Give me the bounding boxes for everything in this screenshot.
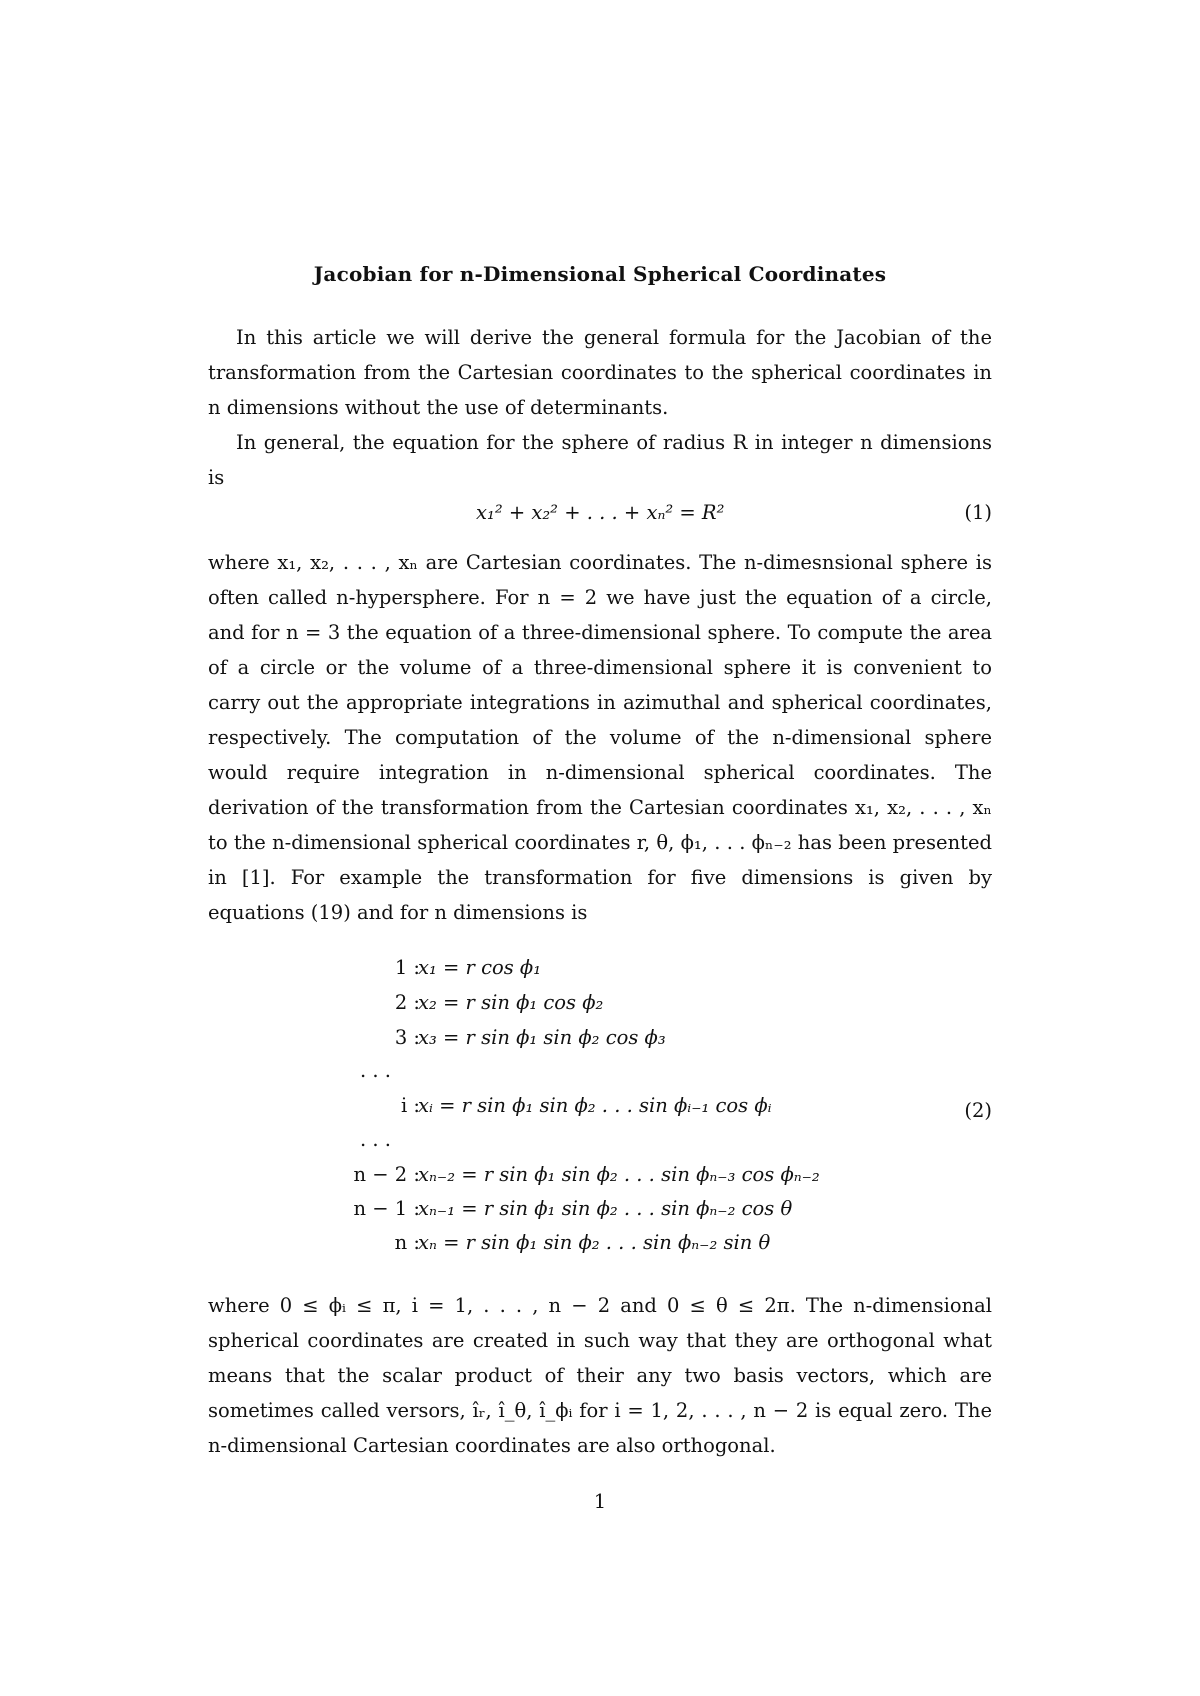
equation-row xyxy=(300,1225,771,1260)
equation-row-label: n − 2 : xyxy=(353,1163,420,1186)
equation-row xyxy=(300,985,604,1020)
paragraph-intro-text: In this article we will derive the general formula for the Jacobian of the transformation from the Cartesian coordinates to the spherical coordinates in n dimensions without the use of determinants. xyxy=(208,326,992,419)
equation-row-label: 3 : xyxy=(394,1026,420,1049)
equation-1 xyxy=(208,495,992,530)
equation-row xyxy=(300,1191,793,1226)
equation-row-rhs: xₙ = r sin ϕ₁ sin ϕ₂ . . . sin ϕₙ₋₂ sin θ xyxy=(418,1231,771,1254)
equation-row-label: i : xyxy=(400,1094,420,1117)
equation-row-rhs: x₁ = r cos ϕ₁ xyxy=(418,956,542,979)
paragraph-orthogonal: where 0 ≤ ϕᵢ ≤ π, i = 1, . . . , n − 2 and 0 ≤ θ ≤ 2π. The n-dimensional spherical coordinates are created in such way that they are orthogonal what means that the scalar product of their any two basis vectors, which are sometimes called versors, îᵣ, î_θ, î_ϕᵢ for i = 1, 2, . . . , n − 2 is equal zero. The n-dimensional Cartesian coordinates are also orthogonal. xyxy=(208,1294,992,1457)
equation-row-ellipsis xyxy=(300,1053,420,1088)
equation-row-label: n − 1 : xyxy=(353,1197,420,1220)
equation-row-label: n : xyxy=(394,1231,420,1254)
equation-row-rhs: x₂ = r sin ϕ₁ cos ϕ₂ xyxy=(418,991,604,1014)
paragraph-cartesian: where x₁, x₂, . . . , xₙ are Cartesian coordinates. The n-dimesnsional sphere is often called n-hypersphere. For n = 2 we have just the equation of a circle, and for n = 3 the equation of a three-dimensional sphere. To compute the area of a circle or the volume of a three-dimensional sphere it is convenient to carry out the appropriate integrations in azimuthal and spherical coordinates, respectively. The computation of the volume of the n-dimensional sphere would require integration in n-dimensional spherical coordinates. The derivation of the transformation from the Cartesian coordinates x₁, x₂, . . . , xₙ to the n-dimensional spherical coordinates r, θ, ϕ₁, . . . ϕₙ₋₂ has been presented in [1]. For example the transformation for five dimensions is given by equations (19) and for n dimensions is xyxy=(208,551,992,924)
equation-row xyxy=(300,1020,666,1055)
equation-row-rhs: xₙ₋₁ = r sin ϕ₁ sin ϕ₂ . . . sin ϕₙ₋₂ cos θ xyxy=(418,1197,793,1220)
equation-row-rhs: xₙ₋₂ = r sin ϕ₁ sin ϕ₂ . . . sin ϕₙ₋₃ cos ϕₙ₋₂ xyxy=(418,1163,820,1186)
page-number: 1 xyxy=(593,1490,607,1513)
equation-row-rhs: x₃ = r sin ϕ₁ sin ϕ₂ cos ϕ₃ xyxy=(418,1026,666,1049)
paragraph-sphere-text: In general, the equation for the sphere of radius R in integer n dimensions is xyxy=(208,431,992,489)
equation-row xyxy=(300,950,542,985)
equation-2-number-line xyxy=(208,1093,992,1128)
equation-2-number: (2) xyxy=(964,1099,992,1122)
equation-1-body: x₁² + x₂² + . . . + xₙ² = R² xyxy=(476,501,725,524)
equation-row-rhs: xᵢ = r sin ϕ₁ sin ϕ₂ . . . sin ϕᵢ₋₁ cos ϕᵢ xyxy=(418,1094,772,1117)
paragraph-sphere xyxy=(208,425,992,495)
equation-row xyxy=(300,1157,820,1192)
equation-row-label: . . . xyxy=(360,1059,391,1082)
paragraph-intro xyxy=(208,320,992,425)
equation-row-label: . . . xyxy=(360,1128,391,1151)
equation-row-label: 2 : xyxy=(394,991,420,1014)
equation-1-number: (1) xyxy=(964,501,992,524)
equation-row-label: 1 : xyxy=(394,956,420,979)
page-title: Jacobian for n-Dimensional Spherical Coordinates xyxy=(313,262,887,286)
